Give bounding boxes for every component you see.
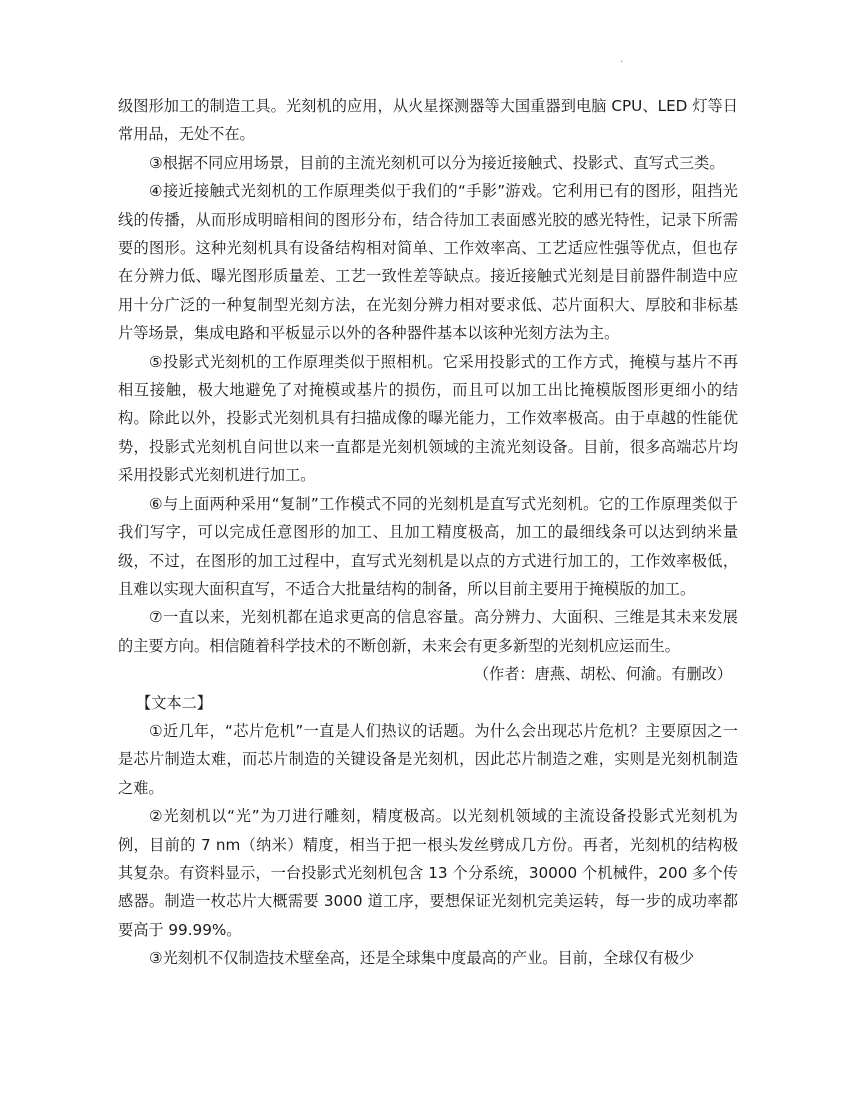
text1-paragraph-6: ⑥与上面两种采用“复制”工作模式不同的光刻机是直写式光刻机。它的工作原理类似于我们写字，可以完成任意图形的加工、且加工精度极高，加工的最细线条可以达到纳米量级，不过，在图形的加工过程中，直写式光刻机是以点的方式进行加工的，工作效率极低，且难以实现大面积直写，不适合大批量结构的制备，所以目前主要用于掩模版的加工。 [118, 494, 738, 598]
text2-heading: 【文本二】 [136, 693, 212, 712]
text2-paragraph-3: ③光刻机不仅制造技术壁垒高，还是全球集中度最高的产业。目前，全球仅有极少 [149, 949, 695, 968]
text2-paragraph-2: ②光刻机以“光”为刀进行雕刻，精度极高。以光刻机领域的主流设备投影式光刻机为例，目前的 7 nm（纳米）精度，相当于把一根头发丝劈成几方份。再者，光刻机的结构极其复杂。有资料显示，一台投影式光刻机包含 13 个分系统，30000 个机械件，200 多个传感器。制造一枚芯片大概需要 3000 道工序，要想保证光刻机完美运转，每一步的成功率都要高于 99.99%。 [118, 807, 738, 939]
text2-paragraph-1: ①近几年，“芯片危机”一直是人们热议的话题。为什么会出现芯片危机？主要原因之一是芯片制造太难，而芯片制造的关键设备是光刻机，因此芯片制造之难，实则是光刻机制造之难。 [118, 721, 738, 797]
text1-paragraph-2-continued: 级图形加工的制造工具。光刻机的应用，从火星探测器等大国重器到电脑 CPU、LED 灯等日常用品，无处不在。 [118, 97, 738, 144]
text1-paragraph-4: ④接近接触式光刻机的工作原理类似于我们的“手影”游戏。它利用已有的图形，阻挡光线的传播，从而形成明暗相间的图形分布，结合待加工表面感光胶的感光特性，记录下所需要的图形。这种光刻机具有设备结构相对简单、工作效率高、工艺适应性强等优点，但也存在分辨力低、曝光图形质量差、工艺一致性差等缺点。接近接触式光刻是目前器件制造中应用十分广泛的一种复制型光刻方法，在光刻分辨力相对要求低、芯片面积大、厚胶和非标基片等场景，集成电路和平板显示以外的各种器件基本以该种光刻方法为主。 [118, 182, 738, 343]
text1-paragraph-7: ⑦一直以来，光刻机都在追求更高的信息容量。高分辨力、大面积、三维是其未来发展的主要方向。相信随着科学技术的不断创新，未来会有更多新型的光刻机应运而生。 [118, 608, 738, 655]
text1-paragraph-3: ③根据不同应用场景，目前的主流光刻机可以分为接近接触式、投影式、直写式三类。 [149, 153, 725, 172]
header-mark: . [620, 54, 624, 65]
text1-paragraph-5: ⑤投影式光刻机的工作原理类似于照相机。它采用投影式的工作方式，掩模与基片不再相互接触，极大地避免了对掩模或基片的损伤，而且可以加工出比掩模版图形更细小的结构。除此以外，投影式光刻机具有扫描成像的曝光能力，工作效率极高。由于卓越的性能优势，投影式光刻机自问世以来一直都是光刻机领域的主流光刻设备。目前，很多高端芯片均采用投影式光刻机进行加工。 [118, 352, 738, 485]
author-attribution: （作者：唐燕、胡松、何渝。有删改） [473, 665, 732, 684]
document-body [118, 92, 738, 973]
